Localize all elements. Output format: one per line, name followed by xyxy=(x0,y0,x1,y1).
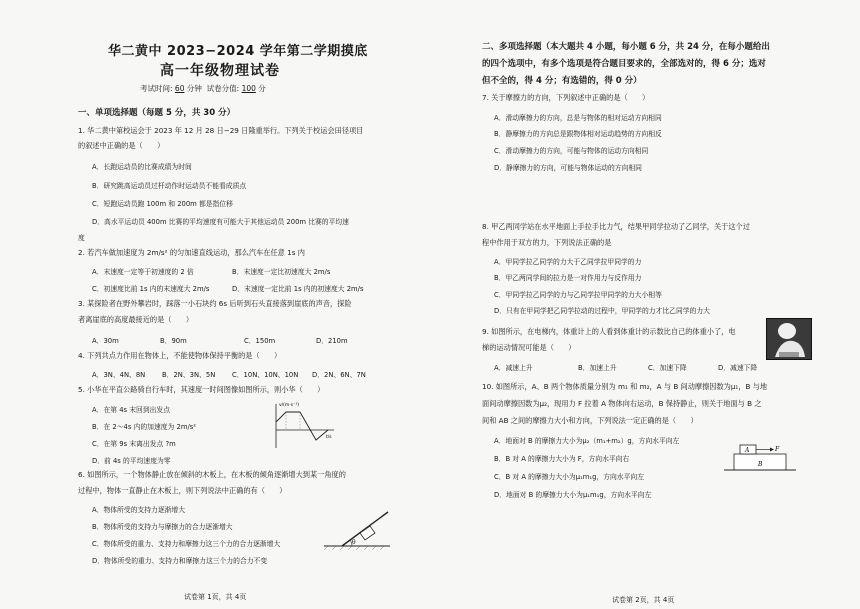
q5-option-d: D．前 4s 的平均速度为零 xyxy=(92,457,171,465)
q1-option-d: 度 xyxy=(78,234,85,242)
graph-line xyxy=(276,412,328,440)
question-3-stem: 者离崖底的高度最接近的是（ ） xyxy=(78,315,194,324)
q6-option-d: D．物体所受的重力、支持力和摩擦力这三个力的合力不变 xyxy=(92,557,268,565)
q1-option-d: D．高水平运动员 400m 比赛的平均速度有可能大于其他运动员 200m 比赛的平均速 xyxy=(92,218,349,226)
incline-diagram xyxy=(322,498,392,550)
elevator-scale-photo xyxy=(766,318,812,360)
question-2-stem: 2. 若汽车做加速度为 2m/s² 的匀加速直线运动，那么汽车在任意 1s 内 xyxy=(78,248,305,257)
q10-option-b: B．B 对 A 的摩擦力大小为 F，方向水平向右 xyxy=(494,455,630,463)
graph-y-label: v/(m·s⁻¹) xyxy=(279,403,300,408)
section-title: 二、多项选择题（本大题共 4 小题，每小题 6 分，共 24 分，在每小题给出 xyxy=(482,42,770,52)
q3-option-a: A．30m xyxy=(92,337,119,345)
q5-option-c: C．在第 9s 末离出发点 ?m xyxy=(92,440,176,448)
question-10-stem: 间和 AB 之间的摩擦力大小和方向，下列说法一定正确的是（ ） xyxy=(482,416,698,425)
q8-option-c: C．甲同学拉乙同学的力与乙同学拉甲同学的力大小相等 xyxy=(494,291,662,299)
q9-option-c: C．加速下降 xyxy=(648,364,687,372)
q4-option-c: C．10N、10N、10N xyxy=(232,371,299,379)
label-f: F xyxy=(775,446,780,453)
q8-option-b: B．甲乙两同学间的拉力是一对作用力与反作用力 xyxy=(494,274,642,282)
exam-subtitle: 高一年级物理试卷 xyxy=(160,63,280,79)
velocity-time-graph xyxy=(268,400,338,452)
exam-page-2 xyxy=(430,0,860,609)
question-9-stem: 梯的运动情况可能是（ ） xyxy=(482,343,576,352)
q6-option-c: C．物体所受的重力、支持力和摩擦力这三个力的合力逐渐增大 xyxy=(92,540,281,548)
q10-option-c: C．B 对 A 的摩擦力大小为μ₁m₁g，方向水平向左 xyxy=(494,473,644,481)
graph-x-label: t/s xyxy=(326,435,332,440)
person-silhouette-icon xyxy=(767,319,811,359)
question-5-stem: 5. 小华在平直公路骑自行车时，其速度一时间图像如图所示，则小华（ ） xyxy=(78,385,325,394)
q4-option-b: B．2N、3N、5N xyxy=(162,371,216,379)
q4-option-d: D．2N、6N、7N xyxy=(312,371,366,379)
force-arrowhead xyxy=(770,448,774,452)
question-7-stem: 7. 关于摩擦力的方向，下列叙述中正确的是（ ） xyxy=(482,93,650,102)
q3-option-d: D．210m xyxy=(316,337,348,345)
q7-option-c: C．滑动摩擦力的方向，可能与物体的运动方向相同 xyxy=(494,147,649,155)
question-6-stem: 6. 如图所示，一个物体静止放在倾斜的木板上，在木板的倾角逐渐增大到某一角度的 xyxy=(78,470,346,479)
q8-option-a: A．甲同学拉乙同学的力大于乙同学拉甲同学的力 xyxy=(494,258,642,266)
q2-option-a: A．末速度一定等于初速度的 2 倍 xyxy=(92,268,194,276)
block xyxy=(360,526,375,540)
q9-option-d: D．减速下降 xyxy=(718,364,758,372)
q10-option-a: A．地面对 B 的摩擦力大小为μ₂（m₁+m₂）g，方向水平向左 xyxy=(494,437,680,445)
exam-meta: 考试时间: 60 分钟 试卷分值: 100 分 xyxy=(140,84,266,93)
page-footer: 试卷第 1页，共 4页 xyxy=(184,593,247,601)
exam-title: 华二黄中 2023−2024 学年第二学期摸底 xyxy=(108,44,368,59)
incline-board xyxy=(342,512,388,546)
q1-option-c: C．短跑运动员跑 100m 和 200m 都是指位移 xyxy=(92,200,233,208)
section-title: 一、单项选择题（每题 5 分，共 30 分） xyxy=(78,108,236,118)
section-title: 但不全的，得 4 分；有选错的，得 0 分） xyxy=(482,76,642,86)
q9-option-b: B．加速上升 xyxy=(578,364,617,372)
q6-option-a: A．物体所受的支持力逐渐增大 xyxy=(92,506,186,514)
blocks-diagram xyxy=(720,440,800,476)
q2-option-d: D．末速度一定比前 1s 内的初速度大 2m/s xyxy=(232,285,364,293)
question-1-stem: 的叙述中正确的是（ ） xyxy=(78,141,165,150)
q7-option-a: A．滑动摩擦力的方向，总是与物体的相对运动方向相同 xyxy=(494,114,662,122)
q6-option-b: B．物体所受的支持力与摩擦力的合力逐渐增大 xyxy=(92,523,233,531)
question-8-stem: 程中作用于双方的力，下列说法正确的是 xyxy=(482,238,612,247)
q1-option-b: B．研究跳高运动员过杆动作时运动员不能看成质点 xyxy=(92,182,247,190)
ground-hatching xyxy=(324,546,384,550)
question-6-stem: 过程中，物体一直静止在木板上，则下列说法中正确的有（ ） xyxy=(78,486,287,495)
section-title: 的四个选项中，有多个选项是符合题目要求的，全部选对的，得 6 分；选对 xyxy=(482,59,766,69)
q5-option-b: B．在 2～4s 内的加速度为 2m/s² xyxy=(92,423,197,431)
question-10-stem: 面间动摩擦因数为μ₂，现用力 F 拉着 A 物体向右运动，B 保持静止，则关于地面与 B 之 xyxy=(482,399,762,408)
q7-option-d: D．静摩擦力的方向，可能与物体运动的方向相同 xyxy=(494,164,642,172)
q3-option-b: B．90m xyxy=(160,337,187,345)
page-footer: 试卷第 2页，共 4页 xyxy=(612,596,675,604)
label-a: A xyxy=(745,447,750,454)
question-3-stem: 3. 某探险者在野外攀岩时，踩落一小石块约 6s 后听到石头直接落到崖底的声音，探险 xyxy=(78,299,352,308)
label-b: B xyxy=(758,461,763,468)
angle-label: θ xyxy=(352,539,356,546)
q2-option-b: B．末速度一定比初速度大 2m/s xyxy=(232,268,331,276)
q4-option-a: A．3N、4N、8N xyxy=(92,371,146,379)
question-4-stem: 4. 下列共点力作用在物体上，不能使物体保持平衡的是（ ） xyxy=(78,351,282,360)
q5-option-a: A．在第 4s 末回到出发点 xyxy=(92,406,171,414)
q2-option-c: C．初速度比前 1s 内的末速度大 2m/s xyxy=(92,285,210,293)
q3-option-c: C．150m xyxy=(244,337,276,345)
q10-option-d: D．地面对 B 的摩擦力大小为μ₁m₁g，方向水平向左 xyxy=(494,491,652,499)
question-10-stem: 10. 如图所示，A、B 两个物体质量分别为 m₁ 和 m₂，A 与 B 间动摩擦因数为μ₁，B 与地 xyxy=(482,382,768,391)
question-9-stem: 9. 如图所示，在电梯内，体重计上的人看到体重计的示数比自己的体重小了，电 xyxy=(482,327,736,336)
q8-option-d: D．只有在甲同学把乙同学拉动的过程中，甲同学的力才比乙同学的力大 xyxy=(494,307,710,315)
question-1-stem: 1. 华二黄中第校运会于 2023 年 12 月 28 日−29 日隆重举行。下列关于校运会田径项目 xyxy=(78,126,364,135)
q9-option-a: A．减速上升 xyxy=(494,364,533,372)
q1-option-a: A．长跑运动员的比赛成绩为时间 xyxy=(92,163,192,171)
q7-option-b: B．静摩擦力的方向总是跟物体相对运动趋势的方向相反 xyxy=(494,130,662,138)
question-8-stem: 8. 甲乙两同学站在水平地面上手拉手比力气，结果甲同学拉动了乙同学，关于这个过 xyxy=(482,222,750,231)
